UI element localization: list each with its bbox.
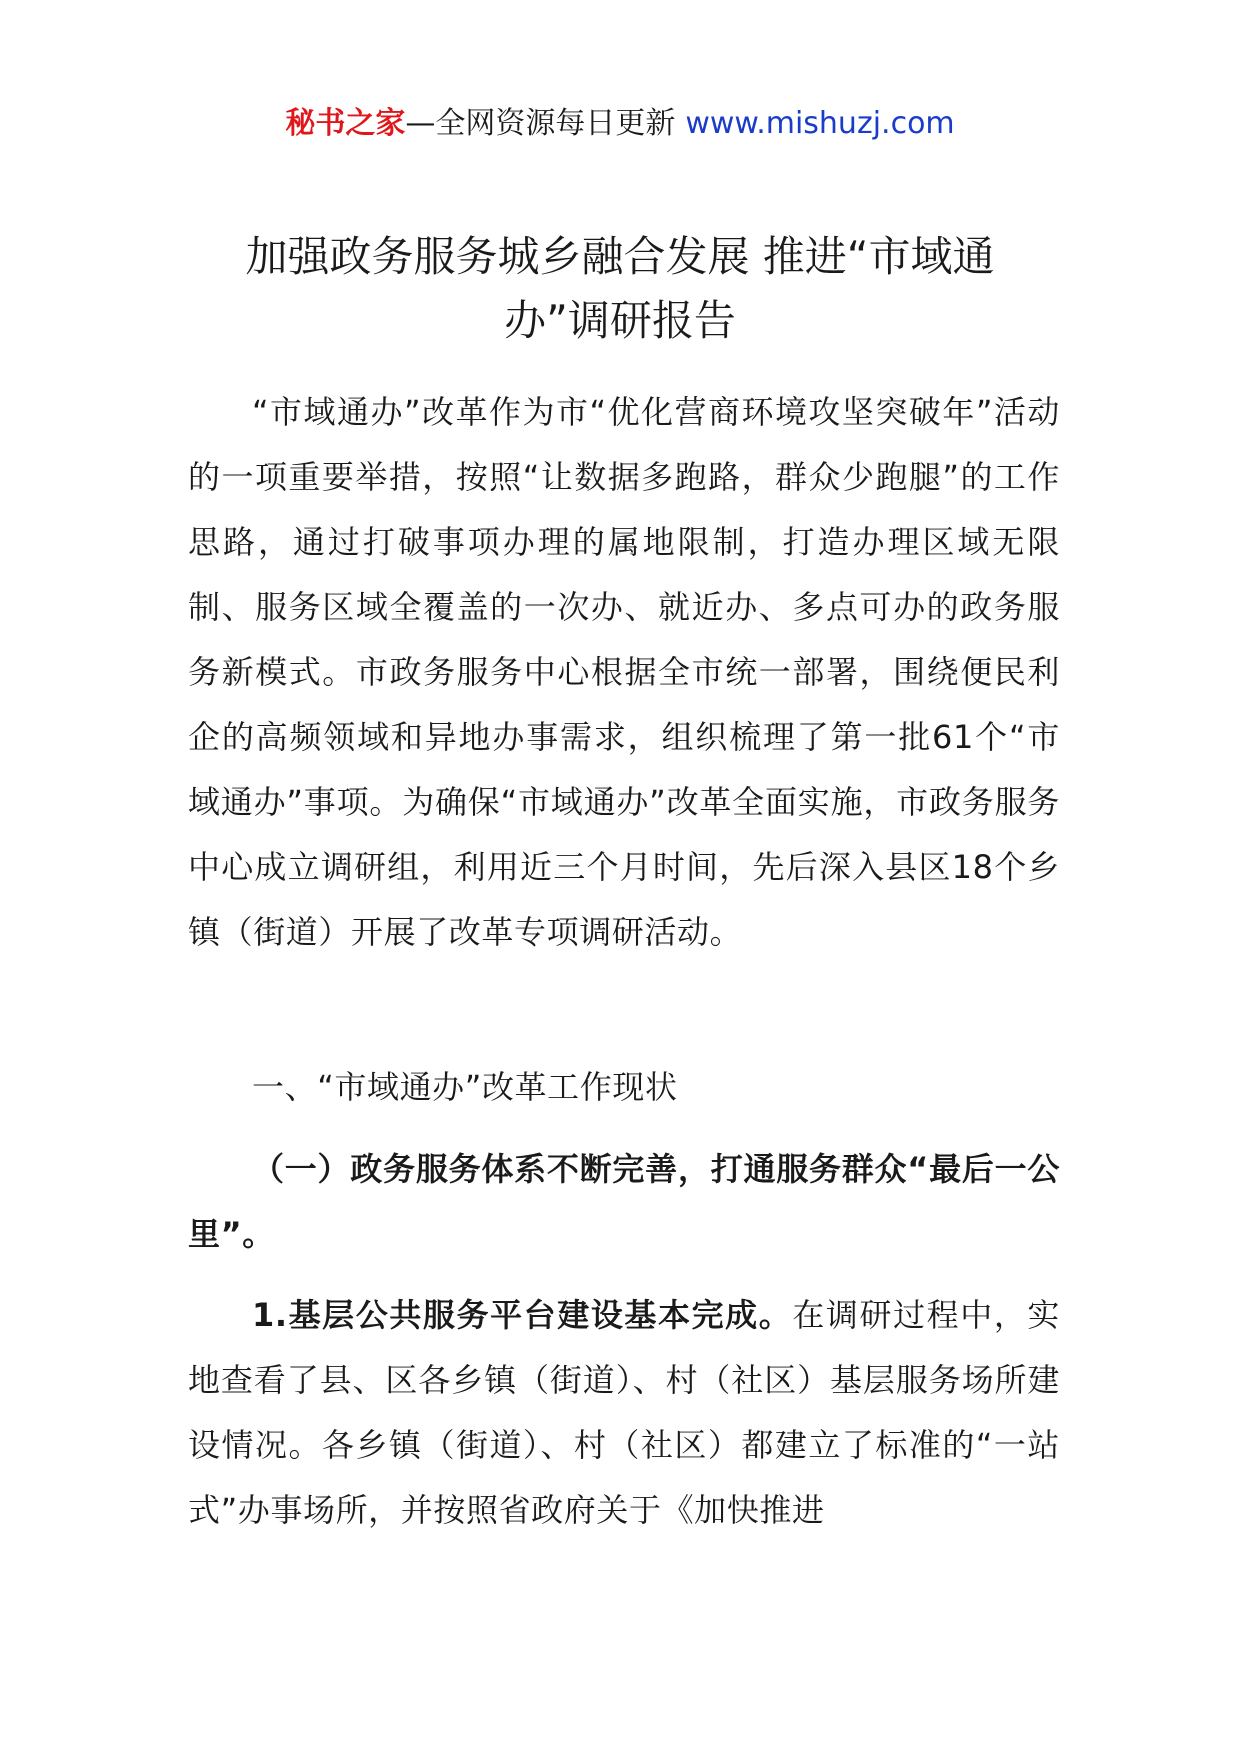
subsection-1-heading: （一）政务服务体系不断完善，打通服务群众“最后一公里”。: [188, 1150, 1060, 1253]
point-1-lead: 1.基层公共服务平台建设基本完成。: [252, 1296, 793, 1334]
title-line-2: 办”调研报告: [504, 296, 736, 345]
document-title: [180, 225, 1060, 353]
point-1: [188, 1283, 1060, 1543]
point-1-paragraph: [188, 1283, 1060, 1543]
section-1-heading: 一、“市域通办”改革工作现状: [252, 1068, 678, 1106]
site-url-link[interactable]: www.mishuzj.com: [685, 106, 955, 141]
site-brand: 秘书之家: [285, 106, 406, 141]
site-header: [0, 100, 1240, 148]
point-1-text: 在调研过程中，实地查看了县、区各乡镇（街道）、村（社区）基层服务场所建设情况。各乡镇（街道）、村（社区）都建立了标准的“一站式”办事场所，并按照省政府关于《加快推进: [188, 1296, 1060, 1529]
section-1: [188, 1055, 1060, 1120]
intro-section: [188, 380, 1060, 965]
intro-paragraph: “市域通办”改革作为市“优化营商环境攻坚突破年”活动的一项重要举措，按照“让数据多跑路，群众少跑腿”的工作思路，通过打破事项办理的属地限制，打造办理区域无限制、服务区域全覆盖的一次办、就近办、多点可办的政务服务新模式。市政务服务中心根据全市统一部署，围绕便民利企的高频领域和异地办事需求，组织梳理了第一批61个“市域通办”事项。为确保“市域通办”改革全面实施，市政务服务中心成立调研组，利用近三个月时间，先后深入县区18个乡镇（街道）开展了改革专项调研活动。: [188, 393, 1060, 951]
title-line-1: 加强政务服务城乡融合发展 推进“市域通: [245, 232, 995, 281]
site-tagline: —全网资源每日更新: [405, 106, 676, 141]
subsection-1: [188, 1137, 1060, 1267]
